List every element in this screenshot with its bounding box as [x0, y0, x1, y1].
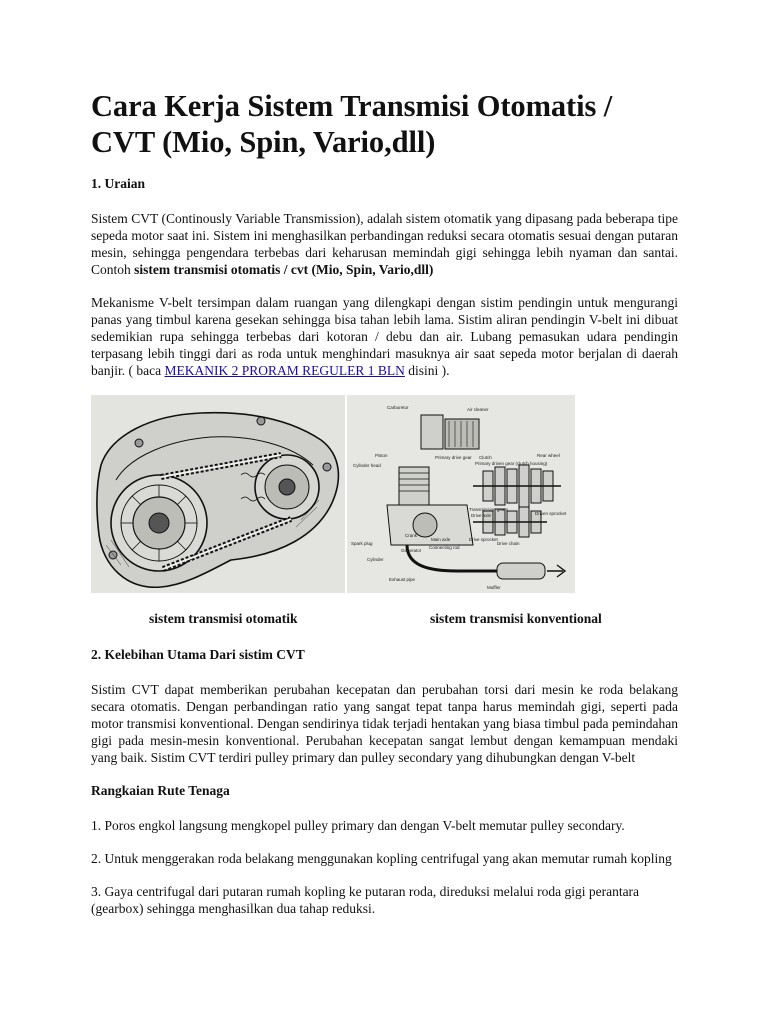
label-drive-sprocket: Drive sprocket — [469, 537, 498, 542]
rute-step-2: 2. Untuk menggerakan roda belakang menggunakan kopling centrifugal yang akan memutar rumah kopling — [91, 851, 672, 866]
label-primary-drive-gear: Primary drive gear — [435, 455, 472, 460]
label-exhaust-pipe: Exhaust pipe — [389, 577, 416, 582]
label-carburetor: Carburetor — [387, 405, 409, 410]
label-generator: Generator — [401, 548, 422, 553]
label-air-cleaner: Air cleaner — [467, 407, 489, 412]
cvt-diagram-image — [91, 395, 347, 593]
label-muffler: Muffler — [487, 585, 501, 590]
label-rear-wheel: Rear wheel — [537, 453, 560, 458]
label-main-axle: Main axle — [431, 537, 451, 542]
label-cylinder: Cylinder — [367, 557, 384, 562]
label-spark-plug: Spark plug — [351, 541, 373, 546]
section-heading-kelebihan: 2. Kelebihan Utama Dari sistim CVT — [91, 647, 305, 662]
label-transmission-gears: Transmission gears — [469, 507, 509, 512]
label-crank: Crank — [405, 533, 418, 538]
paragraph-tail: disini ). — [404, 363, 450, 378]
rute-step-3: 3. Gaya centrifugal dari putaran rumah kopling ke putaran roda, direduksi melalui roda gigi perantara (gearbox) sehingga menghasilkan dua tahap reduksi. — [91, 884, 640, 916]
label-drive-axle: Drive axle — [471, 513, 492, 518]
paragraph-uraian-2 — [91, 294, 678, 379]
paragraph-text: Sistem CVT (Continously Variable Transmission), adalah sistem otomatik yang dipasang pada beberapa tipe sepeda motor saat ini. Sistem ini menghasilkan perbandingan reduksi secara otomatis sesuai dengan putaran mesin, sehingga pengendara terbebas dari keharusan memindah gigi sehingga lebih nyaman dan santai. Contoh — [91, 211, 678, 277]
conventional-illustration — [347, 395, 575, 593]
paragraph-kelebihan: Sistim CVT dapat memberikan perubahan kecepatan dan perubahan torsi dari mesin ke roda belakang secara otomatis. Dengan perbandingan ratio yang sangat tepat tanpa harus memindah gigi, seperti pada motor transmisi konventional. Dengan sendirinya tidak terjadi hentakan yang biasa timbul pada pemindahan gigi pada mesin-mesin konventional. Perubahan kecepatan sangat lembut dengan kemampuan mendaki yang baik. Sistim CVT terdiri pulley primary dan pulley secondary yang dihubungkan dengan V-belt — [91, 682, 678, 765]
label-clutch: Clutch — [479, 455, 492, 460]
label-primary-driven-gear: Primary driven gear (clutch housing) — [475, 461, 548, 466]
label-driven-sprocket: Driven sprocket — [535, 511, 567, 516]
cvt-illustration — [91, 395, 345, 593]
conventional-diagram-image — [347, 395, 575, 593]
paragraph-uraian-1 — [91, 210, 678, 278]
figure-row — [91, 395, 575, 593]
section-heading-uraian: 1. Uraian — [91, 176, 145, 191]
label-cylinder-head: Cylinder head — [353, 463, 381, 468]
rute-step-1: 1. Poros engkol langsung mengkopel pulley primary dan dengan V-belt memutar pulley secondary. — [91, 818, 625, 833]
figure-captions — [91, 610, 678, 627]
paragraph-text: Mekanisme V-belt tersimpan dalam ruangan yang dilengkapi dengan sistim pendingin untuk mengurangi panas yang timbul karena gesekan sehingga bisa tahan lebih lama. Sistim aliran pendingin V-belt ini dibuat sedemikian rupa sehingga terbebas dari kotoran / debu dan air. Lubang pemasukan udara pendingin terpasang lebih tinggi dari as roda untuk menghindari masuknya air saat sepeda motor berjalan di daerah banjir. ( baca — [91, 295, 678, 378]
mekanik-link[interactable]: MEKANIK 2 PRORAM REGULER 1 BLN — [164, 363, 405, 378]
caption-automatic: sistem transmisi otomatik — [149, 611, 298, 626]
label-piston: Piston — [375, 453, 388, 458]
label-connecting-rod: Connecting rod — [429, 545, 460, 550]
caption-conventional: sistem transmisi konventional — [430, 611, 602, 626]
article — [91, 88, 678, 933]
page-title: Cara Kerja Sistem Transmisi Otomatis / CVT (Mio, Spin, Vario,dll) — [91, 89, 613, 159]
bold-phrase: sistem transmisi otomatis / cvt (Mio, Spin, Vario,dll) — [134, 262, 434, 277]
label-drive-chain: Drive chain — [497, 541, 520, 546]
section-heading-rute: Rangkaian Rute Tenaga — [91, 783, 230, 798]
